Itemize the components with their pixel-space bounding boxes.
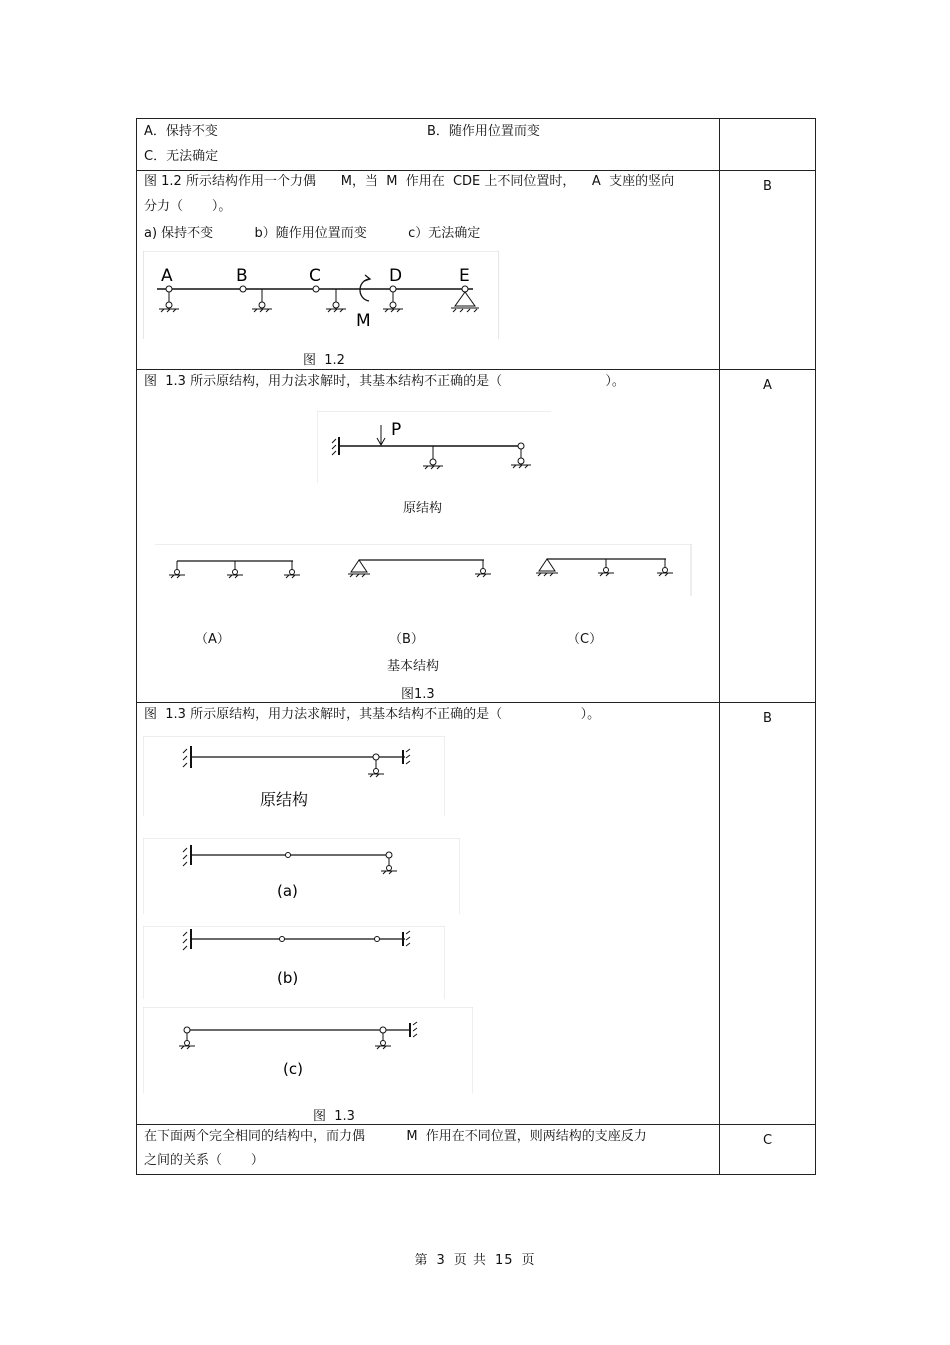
- figure-option-c: [143, 1007, 473, 1093]
- figure-option-a: [143, 838, 460, 914]
- footer-mid: 页 共: [453, 1253, 487, 1268]
- question-cell: [137, 171, 720, 370]
- footer-suffix: 页: [521, 1253, 536, 1268]
- question-text-line1: 图 1.3 所示原结构，用力法求解时，其基本结构不正确的是（ ）。: [144, 374, 625, 389]
- original-structure-caption: 原结构: [403, 501, 443, 516]
- original-structure-caption: 原结构: [260, 790, 309, 809]
- option-c: C．无法确定: [144, 149, 219, 164]
- figure-original-structure: [317, 411, 551, 483]
- table-row: [137, 171, 816, 370]
- beam-diagram-1-2: [143, 251, 499, 339]
- question-cell: [137, 119, 720, 171]
- table-row: [137, 703, 816, 1125]
- figure-caption: 图 1.3: [313, 1109, 355, 1124]
- answer-cell: A: [720, 370, 816, 703]
- answer-cell: [720, 119, 816, 171]
- option-b-diagram: [143, 926, 445, 999]
- option-c-diagram: [143, 1007, 473, 1093]
- basic-structures-diagram: [155, 544, 692, 596]
- label-option-a: （A）: [195, 632, 230, 647]
- question-text-line1: 在下面两个完全相同的结构中，而力偶 M 作用在不同位置，则两结构的支座反力: [144, 1129, 647, 1144]
- question-cell: [137, 703, 720, 1125]
- question-text-line1: 图 1.3 所示原结构，用力法求解时，其基本结构不正确的是（ ）。: [144, 707, 601, 722]
- table-row: [137, 1125, 816, 1175]
- page-footer: [0, 1249, 950, 1268]
- question-text-line2: 之间的关系（ ）: [144, 1153, 264, 1168]
- figure-original-structure: [143, 736, 445, 816]
- label-b: B: [236, 266, 248, 286]
- option-a: A．保持不变: [144, 124, 218, 139]
- figure-option-b: [143, 926, 445, 999]
- label-c: C: [309, 266, 321, 286]
- label-m: M: [356, 311, 371, 331]
- label-a: A: [161, 266, 173, 286]
- label-option-c: （C）: [567, 632, 603, 647]
- figure-caption: 图1.3: [401, 687, 435, 702]
- original-beam-diagram: [317, 411, 551, 483]
- question-cell: [137, 370, 720, 703]
- figure-basic-structures: [155, 544, 692, 596]
- footer-prefix: 第: [414, 1253, 429, 1268]
- question-table: [136, 118, 816, 1175]
- figure-1-2: [143, 251, 499, 339]
- figure-caption: 图 1.2: [303, 353, 345, 368]
- basic-structure-caption: 基本结构: [387, 659, 440, 674]
- label-option-b: (b): [277, 969, 299, 987]
- label-d: D: [389, 266, 403, 286]
- answer-cell: B: [720, 171, 816, 370]
- table-row: [137, 119, 816, 171]
- question-text-line1: 图 1.2 所示结构作用一个力偶 M，当 M 作用在 CDE 上不同位置时， A 支座的竖向: [144, 174, 675, 189]
- footer-page-number: 3: [436, 1253, 446, 1268]
- footer-total-pages: 15: [494, 1253, 514, 1268]
- table-row: [137, 370, 816, 703]
- answer-cell: B: [720, 703, 816, 1125]
- label-option-a: (a): [277, 882, 298, 900]
- option-b: B．随作用位置而变: [427, 124, 540, 139]
- answer-cell: C: [720, 1125, 816, 1175]
- question-cell: [137, 1125, 720, 1175]
- label-option-c: (c): [283, 1060, 303, 1078]
- options-text: a) 保持不变 b）随作用位置而变 c）无法确定: [144, 226, 481, 241]
- label-option-b: （B）: [389, 632, 424, 647]
- label-e: E: [459, 266, 470, 286]
- load-p-label: P: [391, 420, 402, 440]
- option-a-diagram: [143, 838, 460, 914]
- question-text-line2: 分力（ ）。: [144, 199, 232, 214]
- original-beam-diagram: [143, 736, 445, 816]
